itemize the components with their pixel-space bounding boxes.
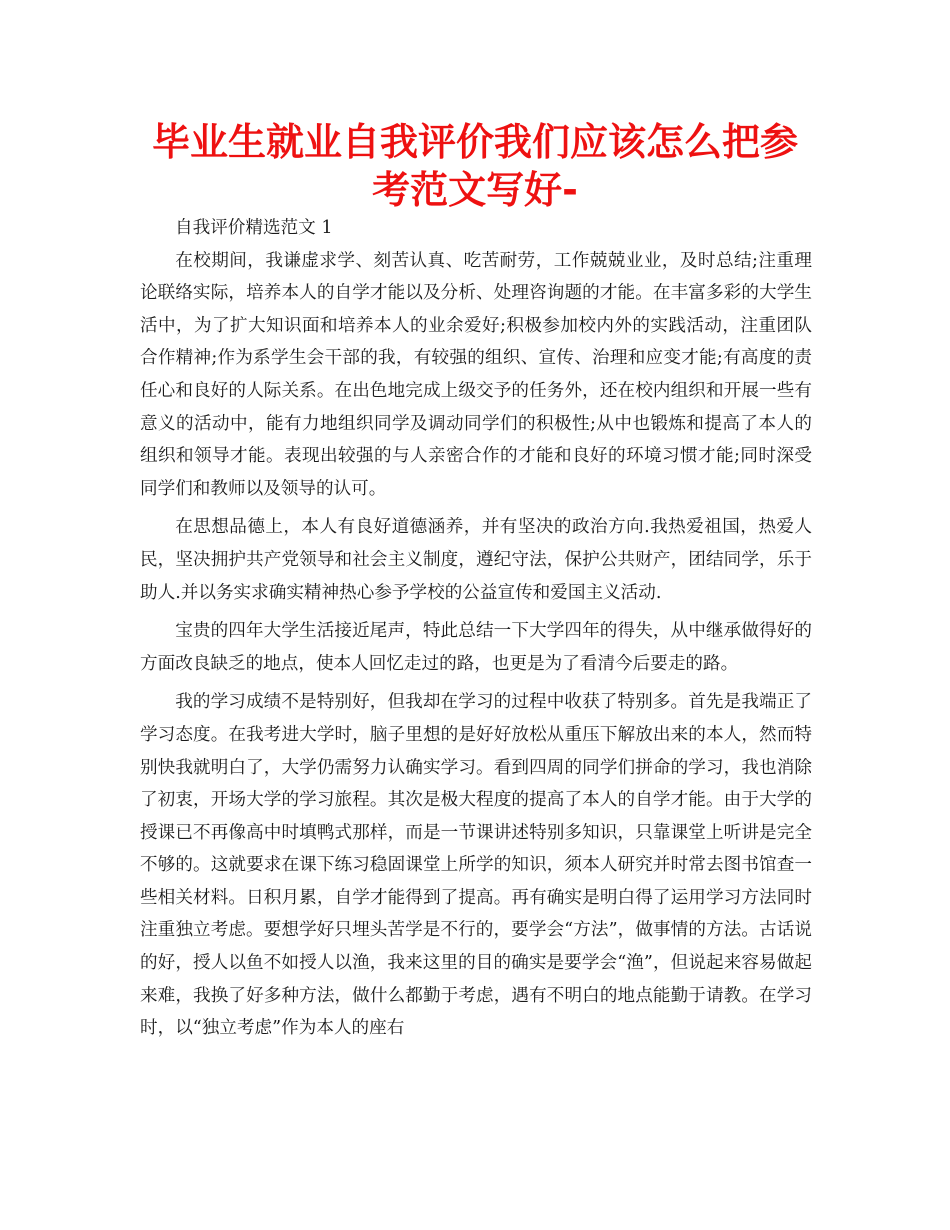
paragraph: 我的学习成绩不是特别好，但我却在学习的过程中收获了特别多。首先是我端正了学习态度。在我考进大学时，脑子里想的是好好放松从重压下解放出来的本人，然而特别快我就明白了，大学仍需努力认确实学习。看到四周的同学们拼命的学习，我也消除了初衷，开场大学的学习旅程。其次是极大程度的提高了本人的自学才能。由于大学的授课已不再像高中时填鸭式那样，而是一节课讲述特别多知识，只靠课堂上听讲是完全不够的。这就要求在课下练习稳固课堂上所学的知识，须本人研究并时常去图书馆查一些相关材料。日积月累，自学才能得到了提高。再有确实是明白得了运用学习方法同时注重独立考虑。要想学好只埋头苦学是不行的，要学会“方法”，做事情的方法。古话说的好，授人以鱼不如授人以渔，我来这里的目的确实是要学会“渔”，但说起来容易做起来难，我换了好多种方法，做什么都勤于考虑，遇有不明白的地点能勤于请教。在学习时，以“独立考虑”作为本人的座右 xyxy=(140,692,812,1039)
document-body xyxy=(140,212,812,1045)
document-title: 毕业生就业自我评价我们应该怎么把参考范文写好- xyxy=(151,120,798,212)
paragraph: 在校期间，我谦虚求学、刻苦认真、吃苦耐劳，工作兢兢业业，及时总结;注重理论联络实际，培养本人的自学才能以及分析、处理咨询题的才能。在丰富多彩的大学生活中，为了扩大知识面和培养本人的业余爱好;积极参加校内外的实践活动，注重团队合作精神;作为系学生会干部的我，有较强的组织、宣传、治理和应变才能;有高度的责任心和良好的人际关系。在出色地完成上级交予的任务外，还在校内组织和开展一些有意义的活动中，能有力地组织同学及调动同学们的积极性;从中也锻炼和提高了本人的组织和领导才能。表现出较强的与人亲密合作的才能和良好的环境习惯才能;同时深受同学们和教师以及领导的认可。 xyxy=(140,250,812,499)
document-subtitle: 自我评价精选范文 1 xyxy=(175,218,333,238)
paragraph: 在思想品德上，本人有良好道德涵养，并有坚决的政治方向.我热爱祖国，热爱人民，坚决拥护共产党领导和社会主义制度，遵纪守法，保护公共财产，团结同学，乐于助人.并以务实求确实精神热心参予学校的公益宣传和爱国主义活动. xyxy=(140,517,812,603)
paragraph: 宝贵的四年大学生活接近尾声，特此总结一下大学四年的得失，从中继承做得好的方面改良缺乏的地点，使本人回忆走过的路，也更是为了看清今后要走的路。 xyxy=(140,621,812,674)
